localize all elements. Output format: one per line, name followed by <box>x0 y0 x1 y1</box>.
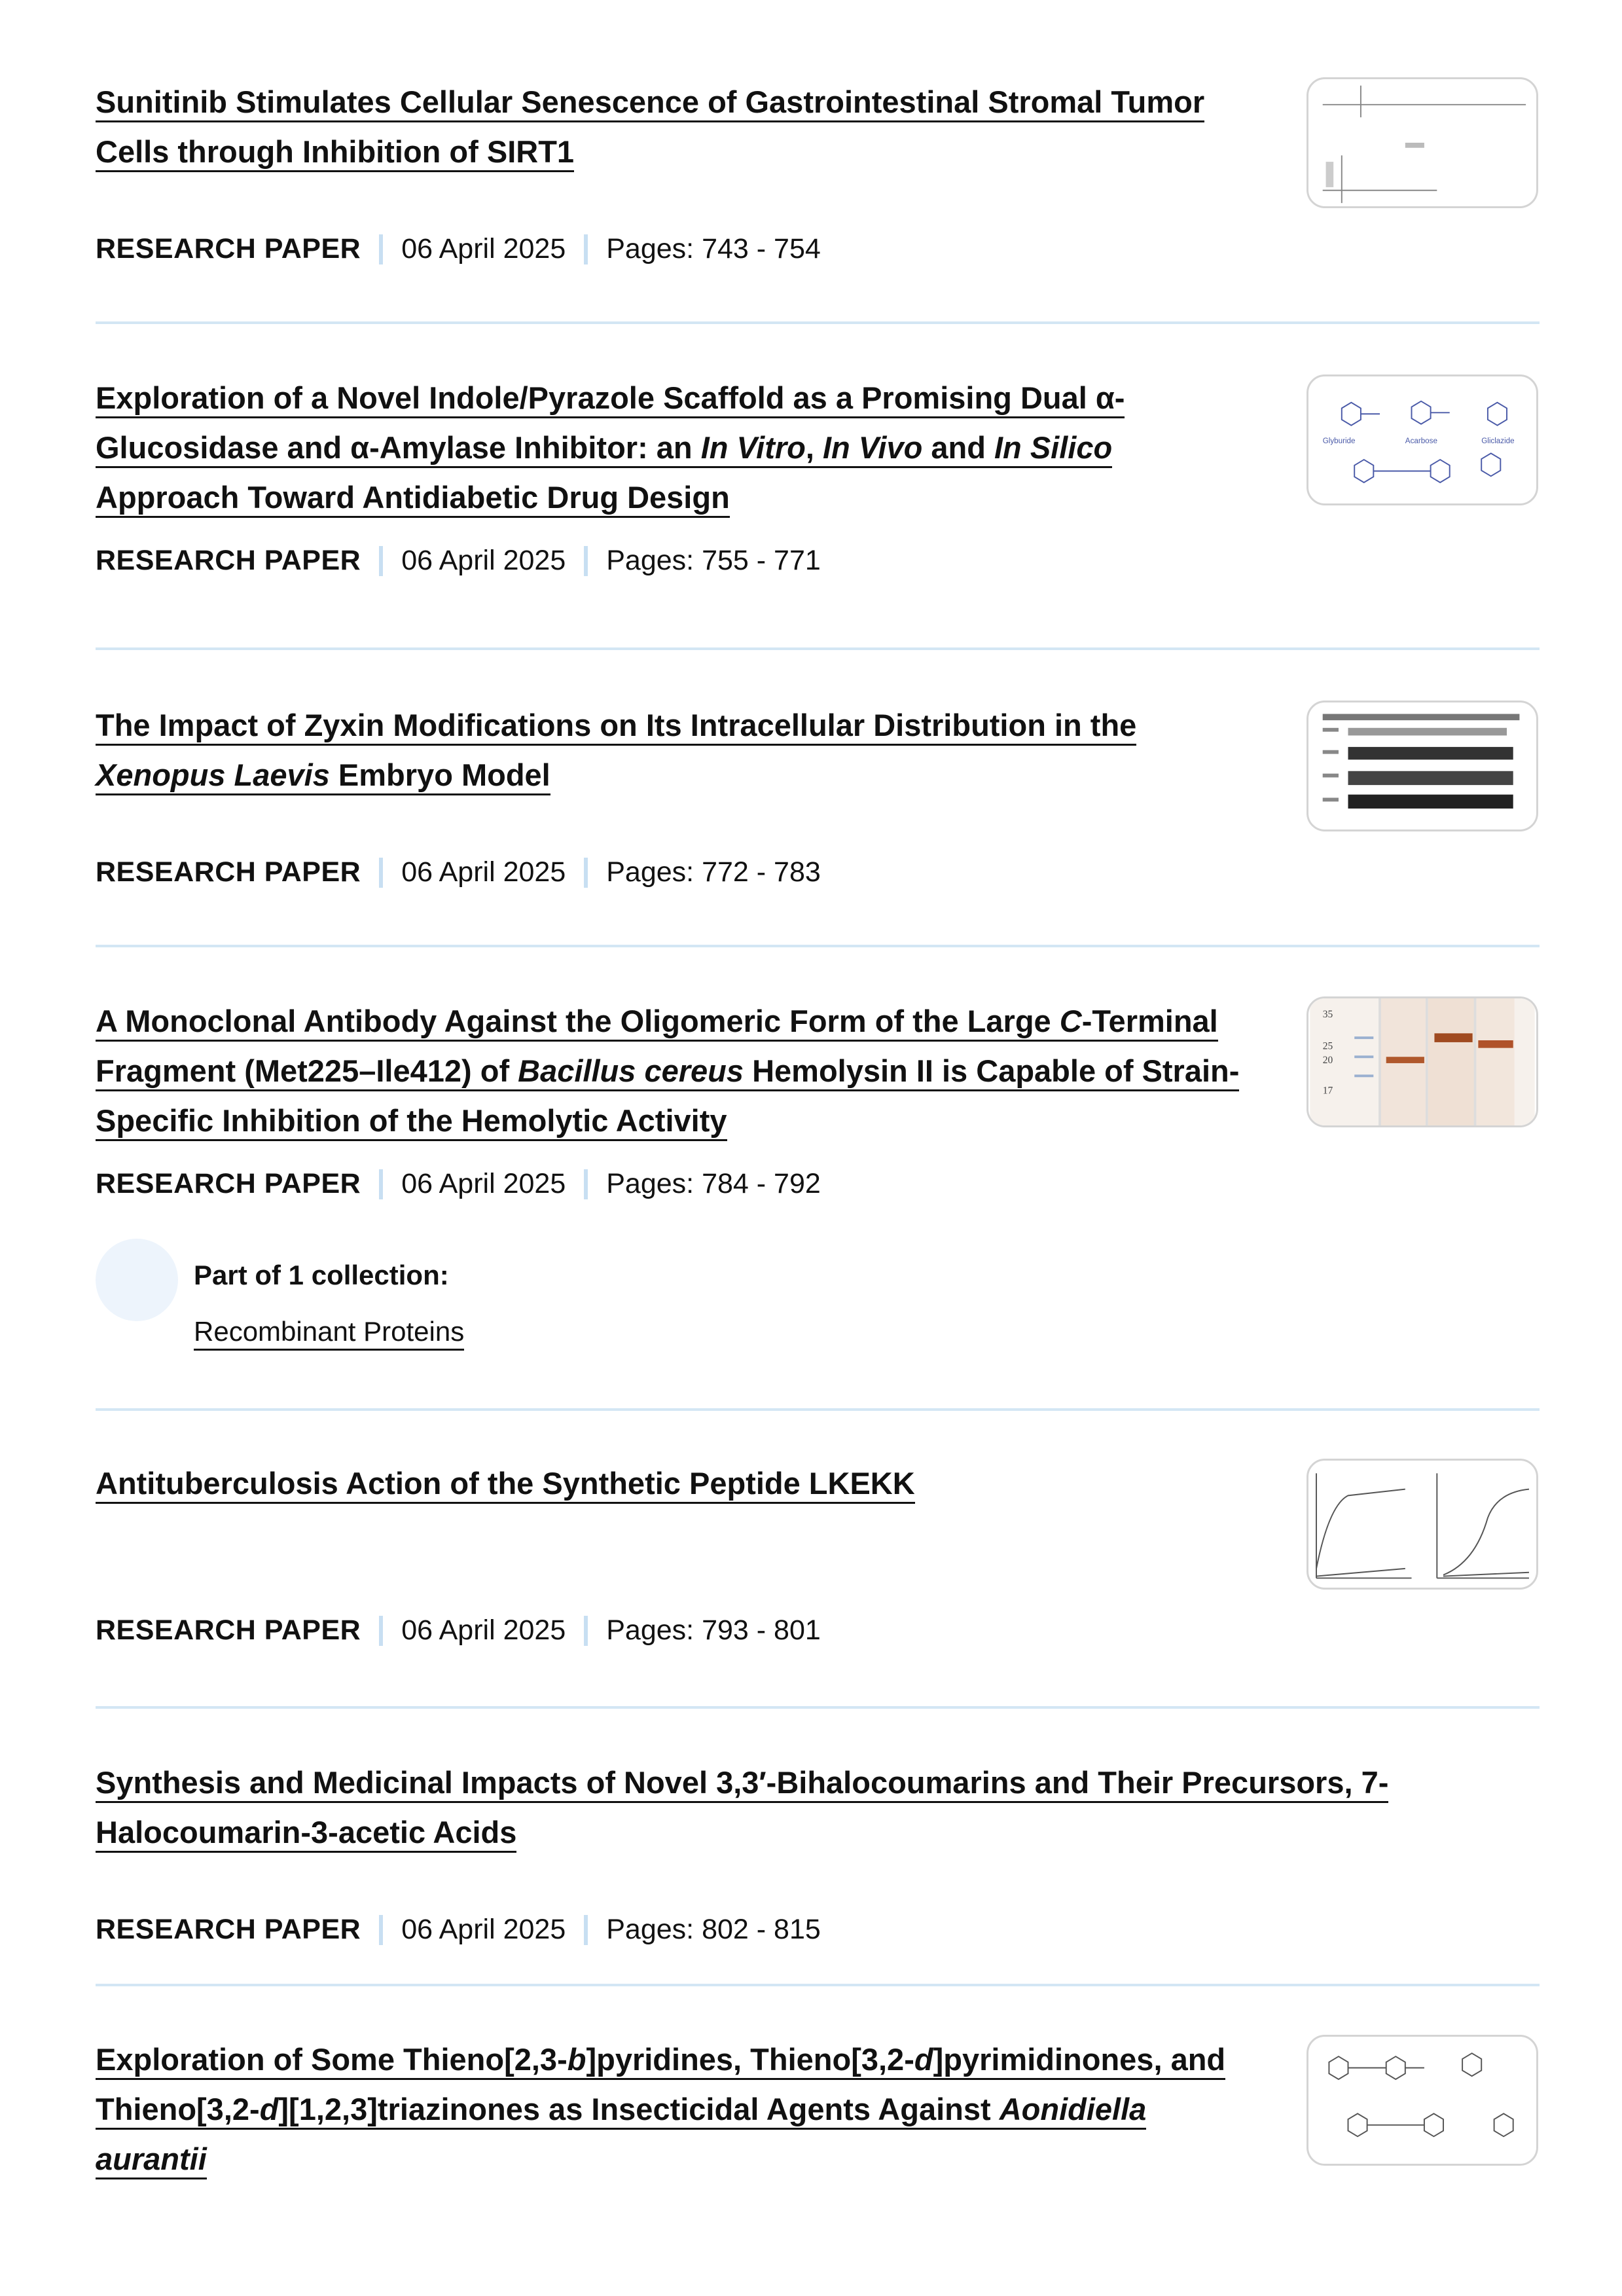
collection-icon <box>96 1239 178 1321</box>
article-title-link[interactable]: Sunitinib Stimulates Cellular Senescence of Gastrointestinal Stromal Tumor Cells through Inhibition of SIRT1 <box>96 84 1204 172</box>
list-divider <box>96 1706 1540 1709</box>
article-meta <box>96 233 821 265</box>
article-thumbnail[interactable] <box>1307 374 1538 505</box>
article-date: 06 April 2025 <box>401 233 566 264</box>
meta-divider <box>584 1915 588 1945</box>
article-meta <box>96 1168 821 1200</box>
meta-divider <box>584 234 588 264</box>
article-title-link[interactable]: Exploration of a Novel Indole/Pyrazole Scaffold as a Promising Dual α-Glucosidase and α-Amylase Inhibitor: an In Vitro, In Vivo and In Silico Approach Toward Antidiabetic Drug Design <box>96 380 1125 518</box>
chemical-structures-graphic <box>1308 2037 1536 2164</box>
sequence-alignment-graphic <box>1308 702 1536 829</box>
meta-divider <box>379 234 383 264</box>
article-title[interactable] <box>96 373 1261 522</box>
list-divider <box>96 647 1540 650</box>
article-thumbnail[interactable] <box>1307 1459 1538 1590</box>
svg-text:Gliclazide: Gliclazide <box>1481 436 1515 445</box>
article-type: RESEARCH PAPER <box>96 856 361 888</box>
collection-label: Part of 1 collection: <box>194 1260 449 1290</box>
article-title[interactable] <box>96 77 1261 177</box>
meta-divider <box>379 858 383 888</box>
article-thumbnail[interactable] <box>1307 701 1538 831</box>
meta-divider <box>379 1915 383 1945</box>
article-meta <box>96 1914 821 1946</box>
article-title[interactable] <box>96 2035 1248 2184</box>
article-title[interactable] <box>96 996 1261 1146</box>
meta-divider <box>584 1616 588 1646</box>
western-blot-graphic <box>1308 998 1536 1125</box>
chart-thumbnail-graphic <box>1308 79 1536 206</box>
svg-text:35: 35 <box>1322 1009 1333 1021</box>
article-meta <box>96 856 821 888</box>
article-title-link[interactable]: A Monoclonal Antibody Against the Oligomeric Form of the Large C-Terminal Fragment (Met225–Ile412) of Bacillus cereus Hemolysin II is Capable of Strain-Specific Inhibition of the Hemolytic Activity <box>96 1004 1239 1141</box>
article-thumbnail[interactable] <box>1307 996 1538 1127</box>
list-divider <box>96 1408 1540 1411</box>
article-title[interactable] <box>96 701 1261 800</box>
article-date: 06 April 2025 <box>401 1168 566 1199</box>
article-type: RESEARCH PAPER <box>96 1614 361 1646</box>
article-date: 06 April 2025 <box>401 1914 566 1945</box>
article-title[interactable] <box>96 1758 1509 1857</box>
meta-divider <box>379 546 383 576</box>
meta-divider <box>584 546 588 576</box>
meta-divider <box>379 1616 383 1646</box>
meta-divider <box>584 858 588 888</box>
chemical-structures-graphic <box>1308 376 1536 503</box>
article-thumbnail[interactable] <box>1307 2035 1538 2166</box>
article-pages: Pages: 802 - 815 <box>606 1914 821 1945</box>
collection-link[interactable]: Recombinant Proteins <box>194 1316 464 1351</box>
article-thumbnail[interactable] <box>1307 77 1538 208</box>
article-pages: Pages: 755 - 771 <box>606 545 821 576</box>
article-title-link[interactable]: The Impact of Zyxin Modifications on Its Intracellular Distribution in the Xenopus Laevis Embryo Model <box>96 708 1136 795</box>
article-pages: Pages: 772 - 783 <box>606 856 821 888</box>
article-meta <box>96 1614 821 1647</box>
svg-text:25: 25 <box>1322 1040 1333 1052</box>
article-type: RESEARCH PAPER <box>96 233 361 264</box>
svg-text:Glyburide: Glyburide <box>1322 436 1356 445</box>
article-title-link[interactable]: Synthesis and Medicinal Impacts of Novel 3,3′-Bihalocoumarins and Their Precursors, 7-Halocoumarin-3-acetic Acids <box>96 1765 1388 1853</box>
list-divider <box>96 945 1540 947</box>
article-pages: Pages: 793 - 801 <box>606 1614 821 1646</box>
list-divider <box>96 321 1540 324</box>
article-date: 06 April 2025 <box>401 545 566 576</box>
article-date: 06 April 2025 <box>401 1614 566 1646</box>
meta-divider <box>379 1169 383 1199</box>
article-date: 06 April 2025 <box>401 856 566 888</box>
list-divider <box>96 1984 1540 1986</box>
article-pages: Pages: 784 - 792 <box>606 1168 821 1199</box>
article-pages: Pages: 743 - 754 <box>606 233 821 264</box>
article-type: RESEARCH PAPER <box>96 1168 361 1199</box>
article-title-link[interactable]: Exploration of Some Thieno[2,3-b]pyridines, Thieno[3,2-d]pyrimidinones, and Thieno[3,2-d][1,2,3]triazinones as Insecticidal Agents Against Aonidiella aurantii <box>96 2042 1225 2179</box>
article-meta <box>96 545 821 577</box>
article-type: RESEARCH PAPER <box>96 1914 361 1945</box>
article-title[interactable] <box>96 1459 1261 1508</box>
svg-text:20: 20 <box>1322 1054 1333 1066</box>
article-title-link[interactable]: Antituberculosis Action of the Synthetic Peptide LKEKK <box>96 1466 915 1504</box>
meta-divider <box>584 1169 588 1199</box>
growth-curves-graphic <box>1308 1461 1536 1588</box>
svg-text:17: 17 <box>1322 1085 1333 1097</box>
article-type: RESEARCH PAPER <box>96 545 361 576</box>
svg-text:Acarbose: Acarbose <box>1405 436 1437 445</box>
